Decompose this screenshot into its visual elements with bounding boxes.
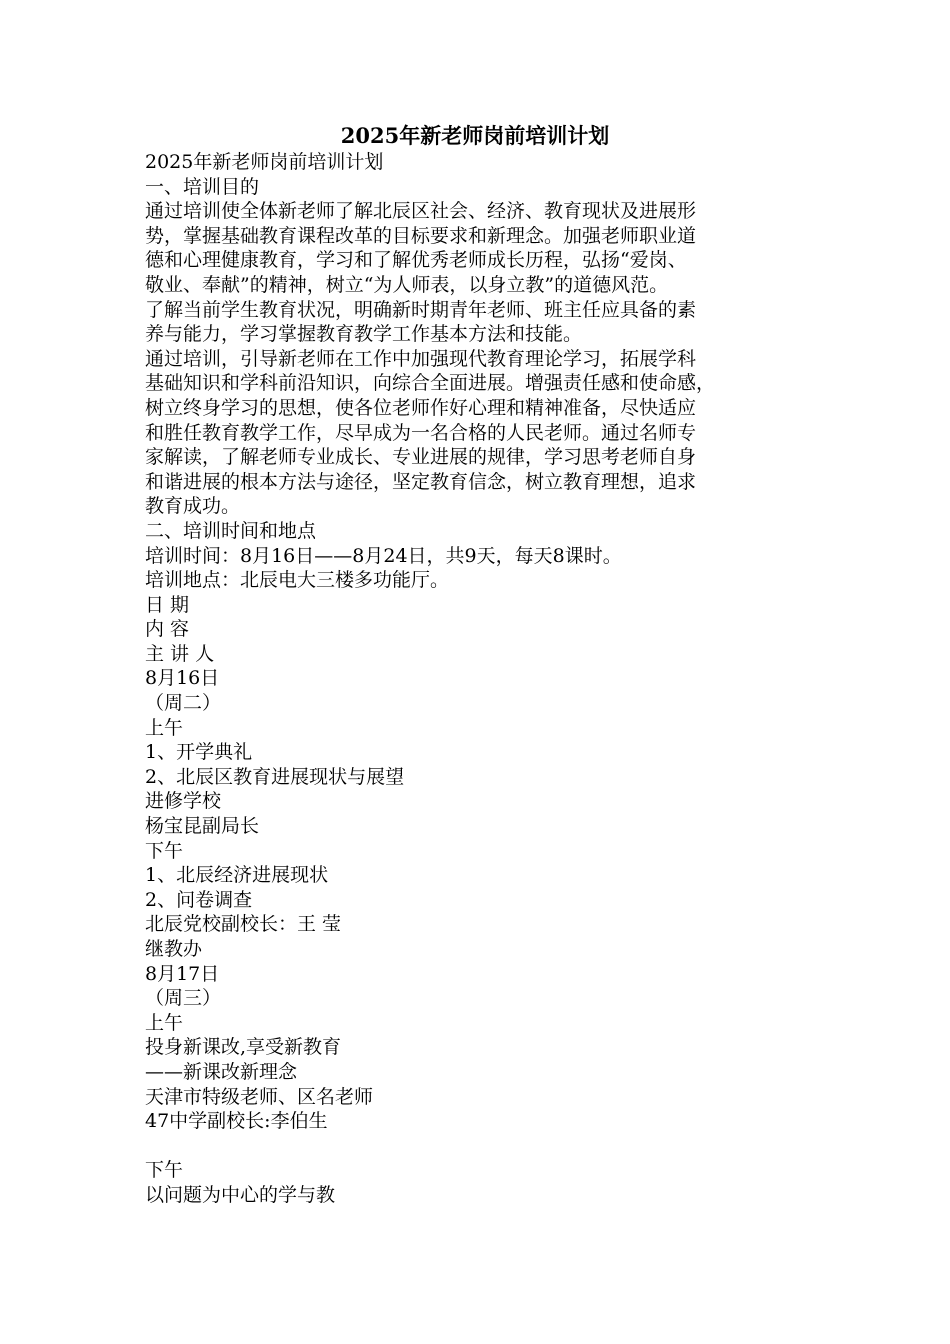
text-line: 家解读，了解老师专业成长、专业进展的规律，学习思考老师自身 <box>145 446 697 469</box>
text-line: 8月17日 <box>145 962 220 985</box>
text-line: 1、北辰经济进展现状 <box>145 864 329 887</box>
text-line: 下午 <box>145 1159 184 1182</box>
document-title: 2025年新老师岗前培训计划 <box>340 123 610 148</box>
text-line: 和谐进展的根本方法与途径，坚定教育信念，树立教育理想，追求 <box>145 470 697 493</box>
blank-line <box>145 1134 810 1159</box>
text-line: 2、北辰区教育进展现状与展望 <box>145 765 405 788</box>
document-body <box>145 150 810 1208</box>
text-line: 上午 <box>145 716 184 739</box>
text-line: 培训地点：北辰电大三楼多功能厅。 <box>145 569 450 592</box>
text-line: 势，掌握基础教育课程改革的目标要求和新理念。加强老师职业道 <box>145 224 697 247</box>
text-line: 杨宝昆副局长 <box>145 815 260 838</box>
text-line: 进修学校 <box>145 790 222 813</box>
text-line: 上午 <box>145 1011 184 1034</box>
text-line: 了解当前学生教育状况，明确新时期青年老师、班主任应具备的素 <box>145 298 697 321</box>
text-line: （周二） <box>145 692 222 715</box>
text-line: 8月16日 <box>145 667 220 690</box>
text-line: 北辰党校副校长：王 莹 <box>145 913 342 936</box>
text-line: 以问题为中心的学与教 <box>145 1183 336 1206</box>
text-line: 主 讲 人 <box>145 642 215 665</box>
text-line: 继教办 <box>145 938 203 960</box>
text-line: 1、开学典礼 <box>145 741 253 764</box>
text-line: 下午 <box>145 839 184 862</box>
text-line: 树立终身学习的思想，使各位老师作好心理和精神准备，尽快适应 <box>145 396 697 419</box>
text-line: 德和心理健康教育，学习和了解优秀老师成长历程，弘扬“爱岗、 <box>145 249 687 272</box>
text-line: 敬业、奉献”的精神，树立“为人师表，以身立教”的道德风范。 <box>145 273 669 296</box>
text-line: 基础知识和学科前沿知识，向综合全面进展。增强责任感和使命感， <box>145 372 716 395</box>
text-line: 日 期 <box>145 593 190 616</box>
text-line: 和胜任教育教学工作，尽早成为一名合格的人民老师。通过名师专 <box>145 421 697 444</box>
text-line: （周三） <box>145 987 222 1010</box>
text-line: 通过培训，引导新老师在工作中加强现代教育理论学习，拓展学科 <box>145 347 697 370</box>
text-line: 2025年新老师岗前培训计划 <box>145 151 384 173</box>
text-line: ——新课改新理念 <box>145 1060 298 1083</box>
text-line: 养与能力，学习掌握教育教学工作基本方法和技能。 <box>145 323 583 346</box>
text-line: 培训时间：8月16日——8月24日，共9天，每天8课时。 <box>145 544 622 567</box>
text-line: 47中学副校长:李伯生 <box>145 1110 328 1133</box>
text-line: 通过培训使全体新老师了解北辰区社会、经济、教育现状及进展形 <box>145 200 697 223</box>
text-line: 一、培训目的 <box>145 175 260 198</box>
text-line: 天津市特级老师、区名老师 <box>145 1085 374 1108</box>
text-line: 二、培训时间和地点 <box>145 519 317 542</box>
text-line: 教育成功。 <box>145 495 241 518</box>
text-line: 投身新课改,享受新教育 <box>145 1036 342 1059</box>
text-line: 2、问卷调查 <box>145 888 253 911</box>
text-line: 内 容 <box>145 618 190 641</box>
